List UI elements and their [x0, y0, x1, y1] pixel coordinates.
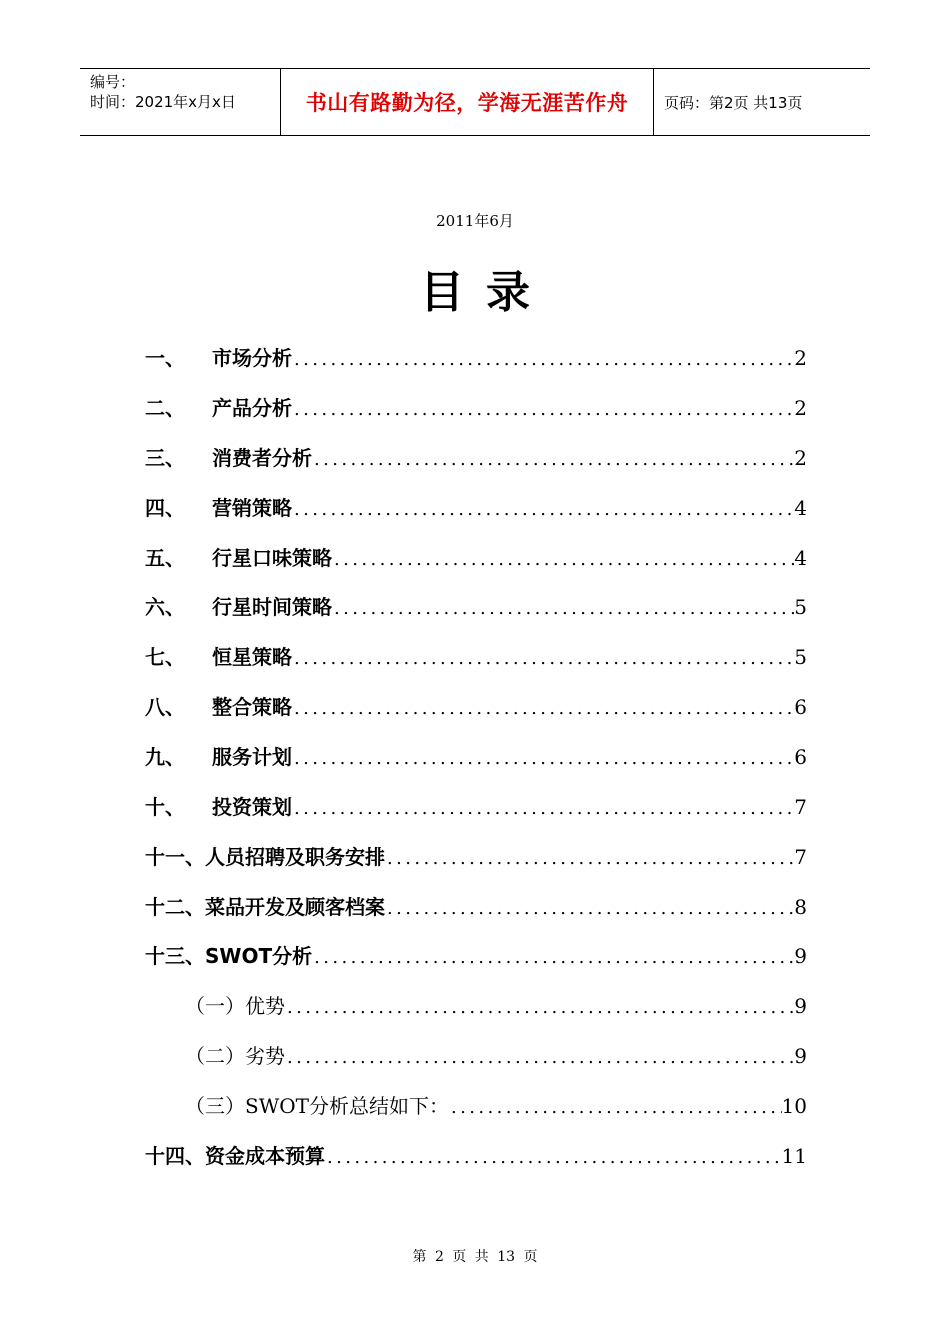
toc-subentry[interactable]	[185, 1091, 807, 1121]
time-label: 时间：2021年x月x日	[90, 93, 236, 111]
toc-entry-label: 行星口味策略	[212, 546, 332, 570]
toc-entry[interactable]	[145, 742, 807, 772]
toc-entry-page: 10	[781, 1094, 807, 1118]
toc-entry-label: 营销策略	[212, 496, 292, 520]
toc-entry-page: 5	[794, 595, 807, 619]
toc-entry-number: 十二、	[145, 895, 205, 919]
toc-dot-leader	[294, 495, 794, 525]
document-date: 2011年6月	[436, 212, 514, 230]
toc-entry-number: 七、	[145, 645, 185, 669]
toc-entry-page: 6	[794, 695, 807, 719]
toc-entry[interactable]	[145, 543, 807, 573]
toc-subentry-label: （三）SWOT分析总结如下：	[185, 1094, 449, 1118]
toc-entry-label: 市场分析	[212, 346, 292, 370]
serial-label: 编号：	[90, 73, 136, 91]
toc-title: 目录	[420, 267, 552, 318]
toc-entry[interactable]	[145, 1141, 807, 1171]
toc-entry-label: 整合策略	[212, 695, 292, 719]
toc-entry[interactable]	[145, 592, 807, 622]
toc-dot-leader	[294, 744, 794, 774]
toc-entry-label: 人员招聘及职务安排	[205, 845, 385, 869]
toc-entry-number: 十一、	[145, 845, 205, 869]
toc-entry[interactable]	[145, 642, 807, 672]
toc-entry[interactable]	[145, 892, 807, 922]
toc-entry-label: 消费者分析	[212, 446, 312, 470]
toc-entry-number: 二、	[145, 396, 185, 420]
toc-entry-page: 5	[794, 645, 807, 669]
toc-dot-leader	[334, 545, 794, 575]
toc-dot-leader	[334, 594, 794, 624]
toc-entry-label: SWOT分析	[205, 944, 313, 968]
toc-entry-number: 四、	[145, 496, 185, 520]
toc-entry-label: 资金成本预算	[205, 1144, 325, 1168]
toc-entry[interactable]	[145, 493, 807, 523]
toc-dot-leader	[294, 794, 794, 824]
toc-dot-leader	[294, 694, 794, 724]
header-page-info: 页码：第2页 共13页	[664, 93, 803, 112]
toc-entry-page: 2	[794, 346, 807, 370]
toc-entry-number: 三、	[145, 446, 185, 470]
toc-entry-number: 一、	[145, 346, 185, 370]
toc-dot-leader	[294, 345, 794, 375]
toc-entry-page: 7	[794, 795, 807, 819]
toc-entry-number: 五、	[145, 546, 185, 570]
toc-entry-label: 产品分析	[212, 396, 292, 420]
toc-dot-leader	[287, 993, 794, 1023]
toc-entry-label: 投资策划	[212, 795, 292, 819]
toc-entry-page: 9	[794, 1044, 807, 1068]
toc-entry-label: 菜品开发及顾客档案	[205, 895, 385, 919]
toc-entry[interactable]	[145, 393, 807, 423]
toc-entry[interactable]	[145, 792, 807, 822]
toc-entry-page: 11	[781, 1144, 807, 1168]
toc-entry-number: 九、	[145, 745, 185, 769]
toc-entry[interactable]	[145, 842, 807, 872]
toc-entry-label: 行星时间策略	[212, 595, 332, 619]
toc-subentry[interactable]	[185, 1041, 807, 1071]
toc-entry[interactable]	[145, 443, 807, 473]
toc-entry-page: 2	[794, 396, 807, 420]
toc-entry-page: 4	[794, 546, 807, 570]
toc-entry-page: 4	[794, 496, 807, 520]
toc-entry[interactable]	[145, 692, 807, 722]
toc-entry-page: 9	[794, 994, 807, 1018]
toc-entry-number: 十四、	[145, 1144, 205, 1168]
toc-dot-leader	[294, 395, 794, 425]
toc-dot-leader	[387, 894, 794, 924]
toc-entry-page: 6	[794, 745, 807, 769]
toc-entry-number: 八、	[145, 695, 185, 719]
toc-entry-number: 十三、	[145, 944, 205, 968]
toc-entry-label: 服务计划	[212, 745, 292, 769]
toc-dot-leader	[387, 844, 794, 874]
toc-subentry[interactable]	[185, 991, 807, 1021]
toc-entry-page: 8	[794, 895, 807, 919]
toc-subentry-label: （一）优势	[185, 994, 285, 1018]
toc-dot-leader	[327, 1143, 782, 1173]
toc-entry-page: 7	[794, 845, 807, 869]
toc-dot-leader	[314, 445, 794, 475]
toc-dot-leader	[451, 1093, 782, 1123]
toc-dot-leader	[287, 1043, 794, 1073]
toc-entry-page: 2	[794, 446, 807, 470]
toc-entry-number: 六、	[145, 595, 185, 619]
toc-dot-leader	[314, 943, 794, 973]
motto-text: 书山有路勤为径，学海无涯苦作舟	[305, 91, 629, 115]
toc-entry-label: 恒星策略	[212, 645, 292, 669]
toc-entry[interactable]	[145, 343, 807, 373]
toc-entry-number: 十、	[145, 795, 185, 819]
toc-entry[interactable]	[145, 941, 807, 971]
toc-dot-leader	[294, 644, 794, 674]
toc-subentry-label: （二）劣势	[185, 1044, 285, 1068]
page-footer: 第 2 页 共 13 页	[412, 1249, 538, 1265]
toc-entry-page: 9	[794, 944, 807, 968]
